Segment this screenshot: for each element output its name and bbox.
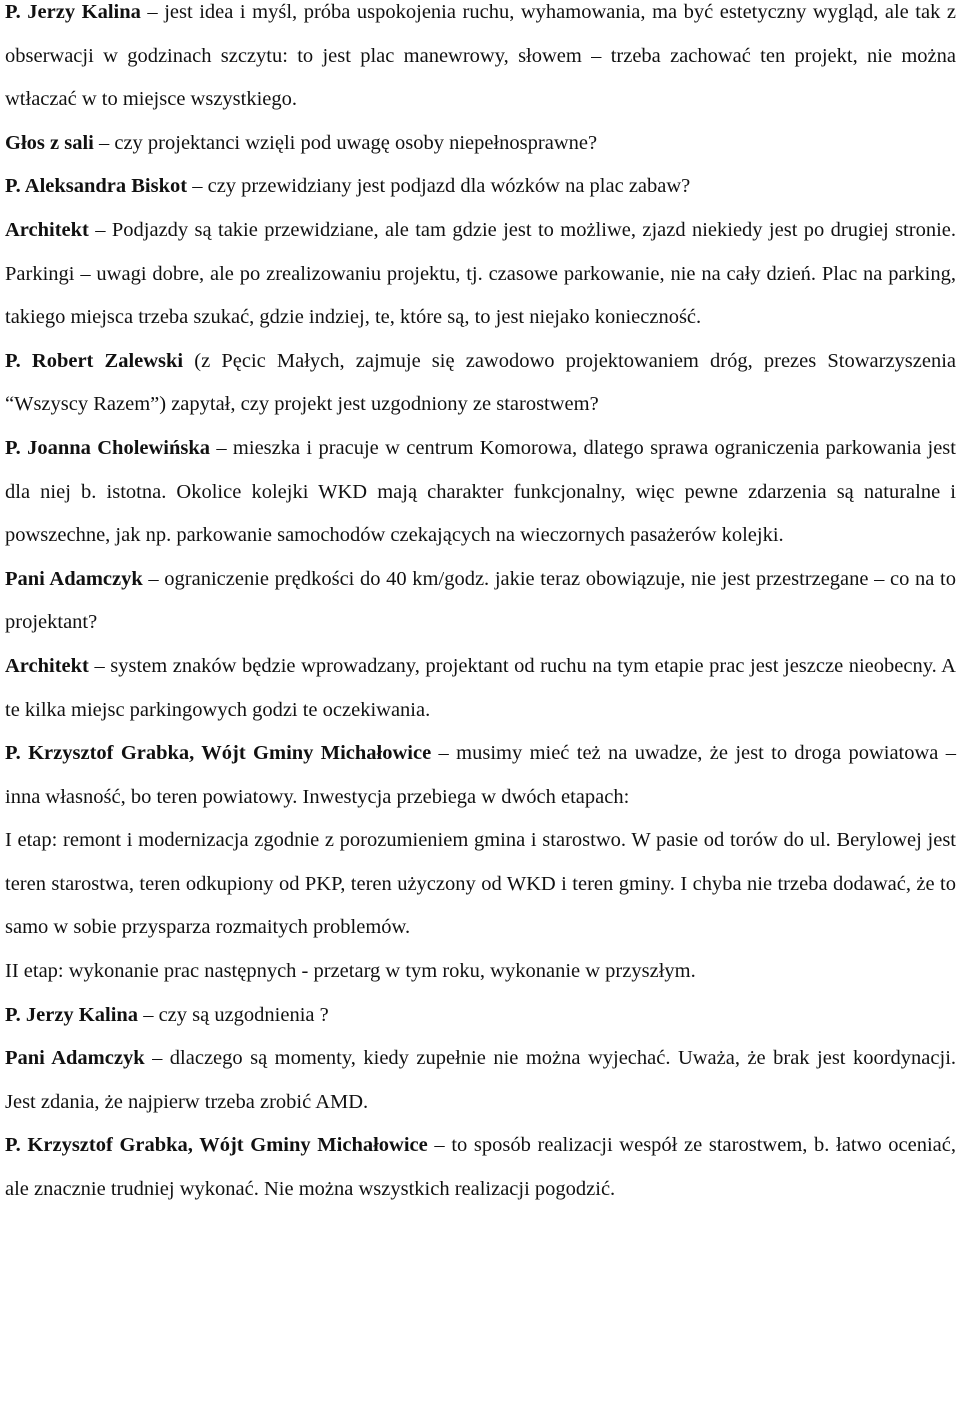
speaker-name: P. Jerzy Kalina: [5, 1003, 139, 1026]
paragraph-4: [5, 209, 956, 340]
paragraph-text: – to sposób realizacji wespół ze starostwem, b. łatwo oceniać, ale znacznie trudniej wykonać. Nie można wszystkich realizacji pogodzić.: [5, 1134, 956, 1201]
paragraph-text: (z Pęcic Małych, zajmuje się zawodowo projektowaniem dróg, prezes Stowarzyszenia “Wszyscy Razem”) zapytał, czy projekt jest uzgodniony ze starostwem?: [5, 349, 957, 416]
paragraph-13: [5, 1037, 956, 1124]
paragraph-text: – czy są uzgodnienia ?: [138, 1003, 329, 1026]
paragraph-3: [5, 165, 956, 209]
speaker-name: P. Krzysztof Grabka, Wójt Gminy Michałowice: [5, 742, 432, 765]
speaker-name: P. Jerzy Kalina: [5, 1, 141, 23]
speaker-name: P. Joanna Cholewińska: [5, 436, 211, 459]
paragraph-text: – czy przewidziany jest podjazd dla wózków na plac zabaw?: [187, 175, 691, 198]
speaker-name: Pani Adamczyk: [5, 1047, 145, 1070]
paragraph-1: [5, 0, 956, 122]
paragraph-5: [5, 340, 956, 427]
paragraph-text: – musimy mieć też na uwadze, że jest to droga powiatowa – inna własność, bo teren powiatowy. Inwestycja przebiega w dwóch etapach:: [5, 742, 957, 808]
paragraph-10: [5, 819, 956, 950]
speaker-name: Głos z sali: [5, 131, 94, 154]
paragraph-text: – dlaczego są momenty, kiedy zupełnie nie można wyjechać. Uważa, że brak jest koordynacji. Jest zdania, że najpierw trzeba zrobić AMD.: [5, 1047, 957, 1113]
paragraph-14: [5, 1124, 956, 1211]
paragraph-2: [5, 122, 956, 166]
speaker-name: Pani Adamczyk: [5, 567, 143, 590]
speaker-name: P. Krzysztof Grabka, Wójt Gminy Michałowice: [5, 1134, 428, 1157]
speaker-name: Architekt: [5, 654, 89, 677]
speaker-name: P. Aleksandra Biskot: [5, 175, 188, 198]
paragraph-text: – system znaków będzie wprowadzany, projektant od ruchu na tym etapie prac jest jeszcze nieobecny. A te kilka miejsc parkingowych godzi te oczekiwania.: [5, 654, 956, 721]
paragraph-9: [5, 732, 956, 819]
paragraph-text: – jest idea i myśl, próba uspokojenia ruchu, wyhamowania, ma być estetyczny wygląd, ale tak z obserwacji w godzinach szczytu: to jest plac manewrowy, słowem – trzeba zachować ten projekt, nie można wtłaczać w to miejsce wszystkiego.: [5, 1, 956, 111]
paragraph-8: [5, 645, 956, 732]
paragraph-text: I etap: remont i modernizacja zgodnie z porozumieniem gmina i starostwo. W pasie od torów do ul. Berylowej jest teren starostwa, teren odkupiony od PKP, teren użyczony od WKD i teren gminy. I chyba nie trzeba dodawać, że to samo w sobie przysparza rozmaitych problemów.: [5, 829, 956, 939]
paragraph-text: – Podjazdy są takie przewidziane, ale tam gdzie jest to możliwe, zjazd niekiedy jest po drugiej stronie. Parkingi – uwagi dobre, ale po zrealizowaniu projektu, tj. czasowe parkowanie, nie na cały dzień. Plac na parking, takiego miejsca trzeba szukać, gdzie indziej, te, które są, to jest niejako konieczność.: [5, 218, 956, 329]
speaker-name: P. Robert Zalewski: [5, 349, 184, 372]
paragraph-text: – ograniczenie prędkości do 40 km/godz. jakie teraz obowiązuje, nie jest przestrzegane – co na to projektant?: [5, 567, 956, 634]
speaker-name: Architekt: [5, 218, 89, 241]
paragraph-12: [5, 994, 956, 1038]
paragraph-text: II etap: wykonanie prac następnych - przetarg w tym roku, wykonanie w przyszłym.: [5, 960, 696, 983]
paragraph-text: – mieszka i pracuje w centrum Komorowa, dlatego sprawa ograniczenia parkowania jest dla niej b. istotna. Okolice kolejki WKD mają charakter funkcjonalny, więc pewne zdarzenia są naturalne i powszechne, jak np. parkowanie samochodów czekających na wieczornych pasażerów kolejki.: [5, 436, 956, 547]
paragraph-11: [5, 950, 956, 994]
paragraph-7: [5, 558, 956, 645]
paragraph-6: [5, 427, 956, 558]
paragraph-text: – czy projektanci wzięli pod uwagę osoby niepełnosprawne?: [93, 131, 598, 154]
